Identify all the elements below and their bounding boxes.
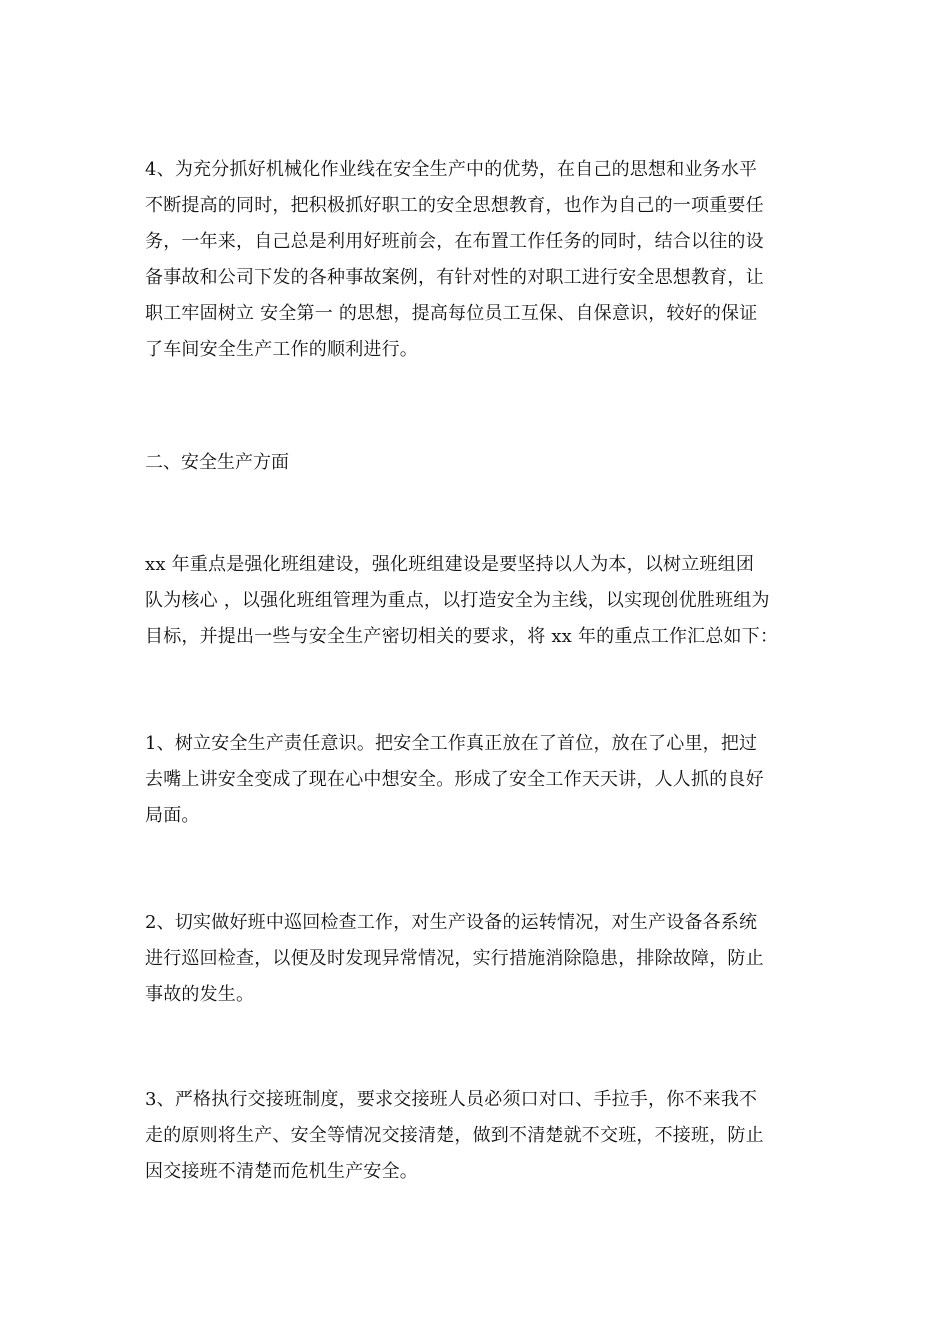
paragraph-line: xx 年重点是强化班组建设，强化班组建设是要坚持以人为本，以树立班组团: [145, 554, 755, 575]
paragraph-line: 走的原则将生产、安全等情况交接清楚，做到不清楚就不交班，不接班，防止: [145, 1125, 764, 1146]
paragraph-line: 去嘴上讲安全变成了现在心中想安全。形成了安全工作天天讲，人人抓的良好: [145, 769, 764, 790]
paragraph-line: 因交接班不清楚而危机生产安全。: [145, 1161, 418, 1182]
paragraph-item-2: [145, 905, 807, 1013]
paragraph-line: 队为核心 ，以强化班组管理为重点，以打造安全为主线，以实现创优胜班组为: [145, 590, 770, 611]
section-heading: 二、安全生产方面: [145, 452, 289, 473]
paragraph-line: 了车间安全生产工作的顺利进行。: [145, 339, 418, 360]
paragraph-line: 务，一年来，自己总是利用好班前会，在布置工作任务的同时，结合以往的设: [145, 231, 764, 252]
paragraph-intro: [145, 547, 807, 655]
paragraph-item-3: [145, 1082, 807, 1190]
paragraph-line: 不断提高的同时，把积极抓好职工的安全思想教育，也作为自己的一项重要任: [145, 195, 764, 216]
paragraph-line: 2、切实做好班中巡回检查工作，对生产设备的运转情况，对生产设备各系统: [145, 912, 758, 933]
paragraph-line: 目标，并提出一些与安全生产密切相关的要求，将 xx 年的重点工作汇总如下：: [145, 626, 779, 647]
paragraph-line: 事故的发生。: [145, 984, 255, 1005]
paragraph-item-4: [145, 152, 807, 368]
paragraph-item-1: [145, 726, 807, 834]
paragraph-line: 职工牢固树立 安全第一 的思想，提高每位员工互保、自保意识，较好的保证: [145, 303, 758, 324]
paragraph-line: 进行巡回检查，以便及时发现异常情况，实行措施消除隐患，排除故障，防止: [145, 948, 764, 969]
paragraph-line: 备事故和公司下发的各种事故案例，有针对性的对职工进行安全思想教育，让: [145, 267, 764, 288]
paragraph-line: 局面。: [145, 805, 200, 826]
paragraph-line: 1、树立安全生产责任意识。把安全工作真正放在了首位，放在了心里，把过: [145, 733, 758, 754]
paragraph-line: 3、严格执行交接班制度，要求交接班人员必须口对口、手拉手，你不来我不: [145, 1089, 758, 1110]
paragraph-line: 4、为充分抓好机械化作业线在安全生产中的优势，在自己的思想和业务水平: [145, 159, 758, 180]
